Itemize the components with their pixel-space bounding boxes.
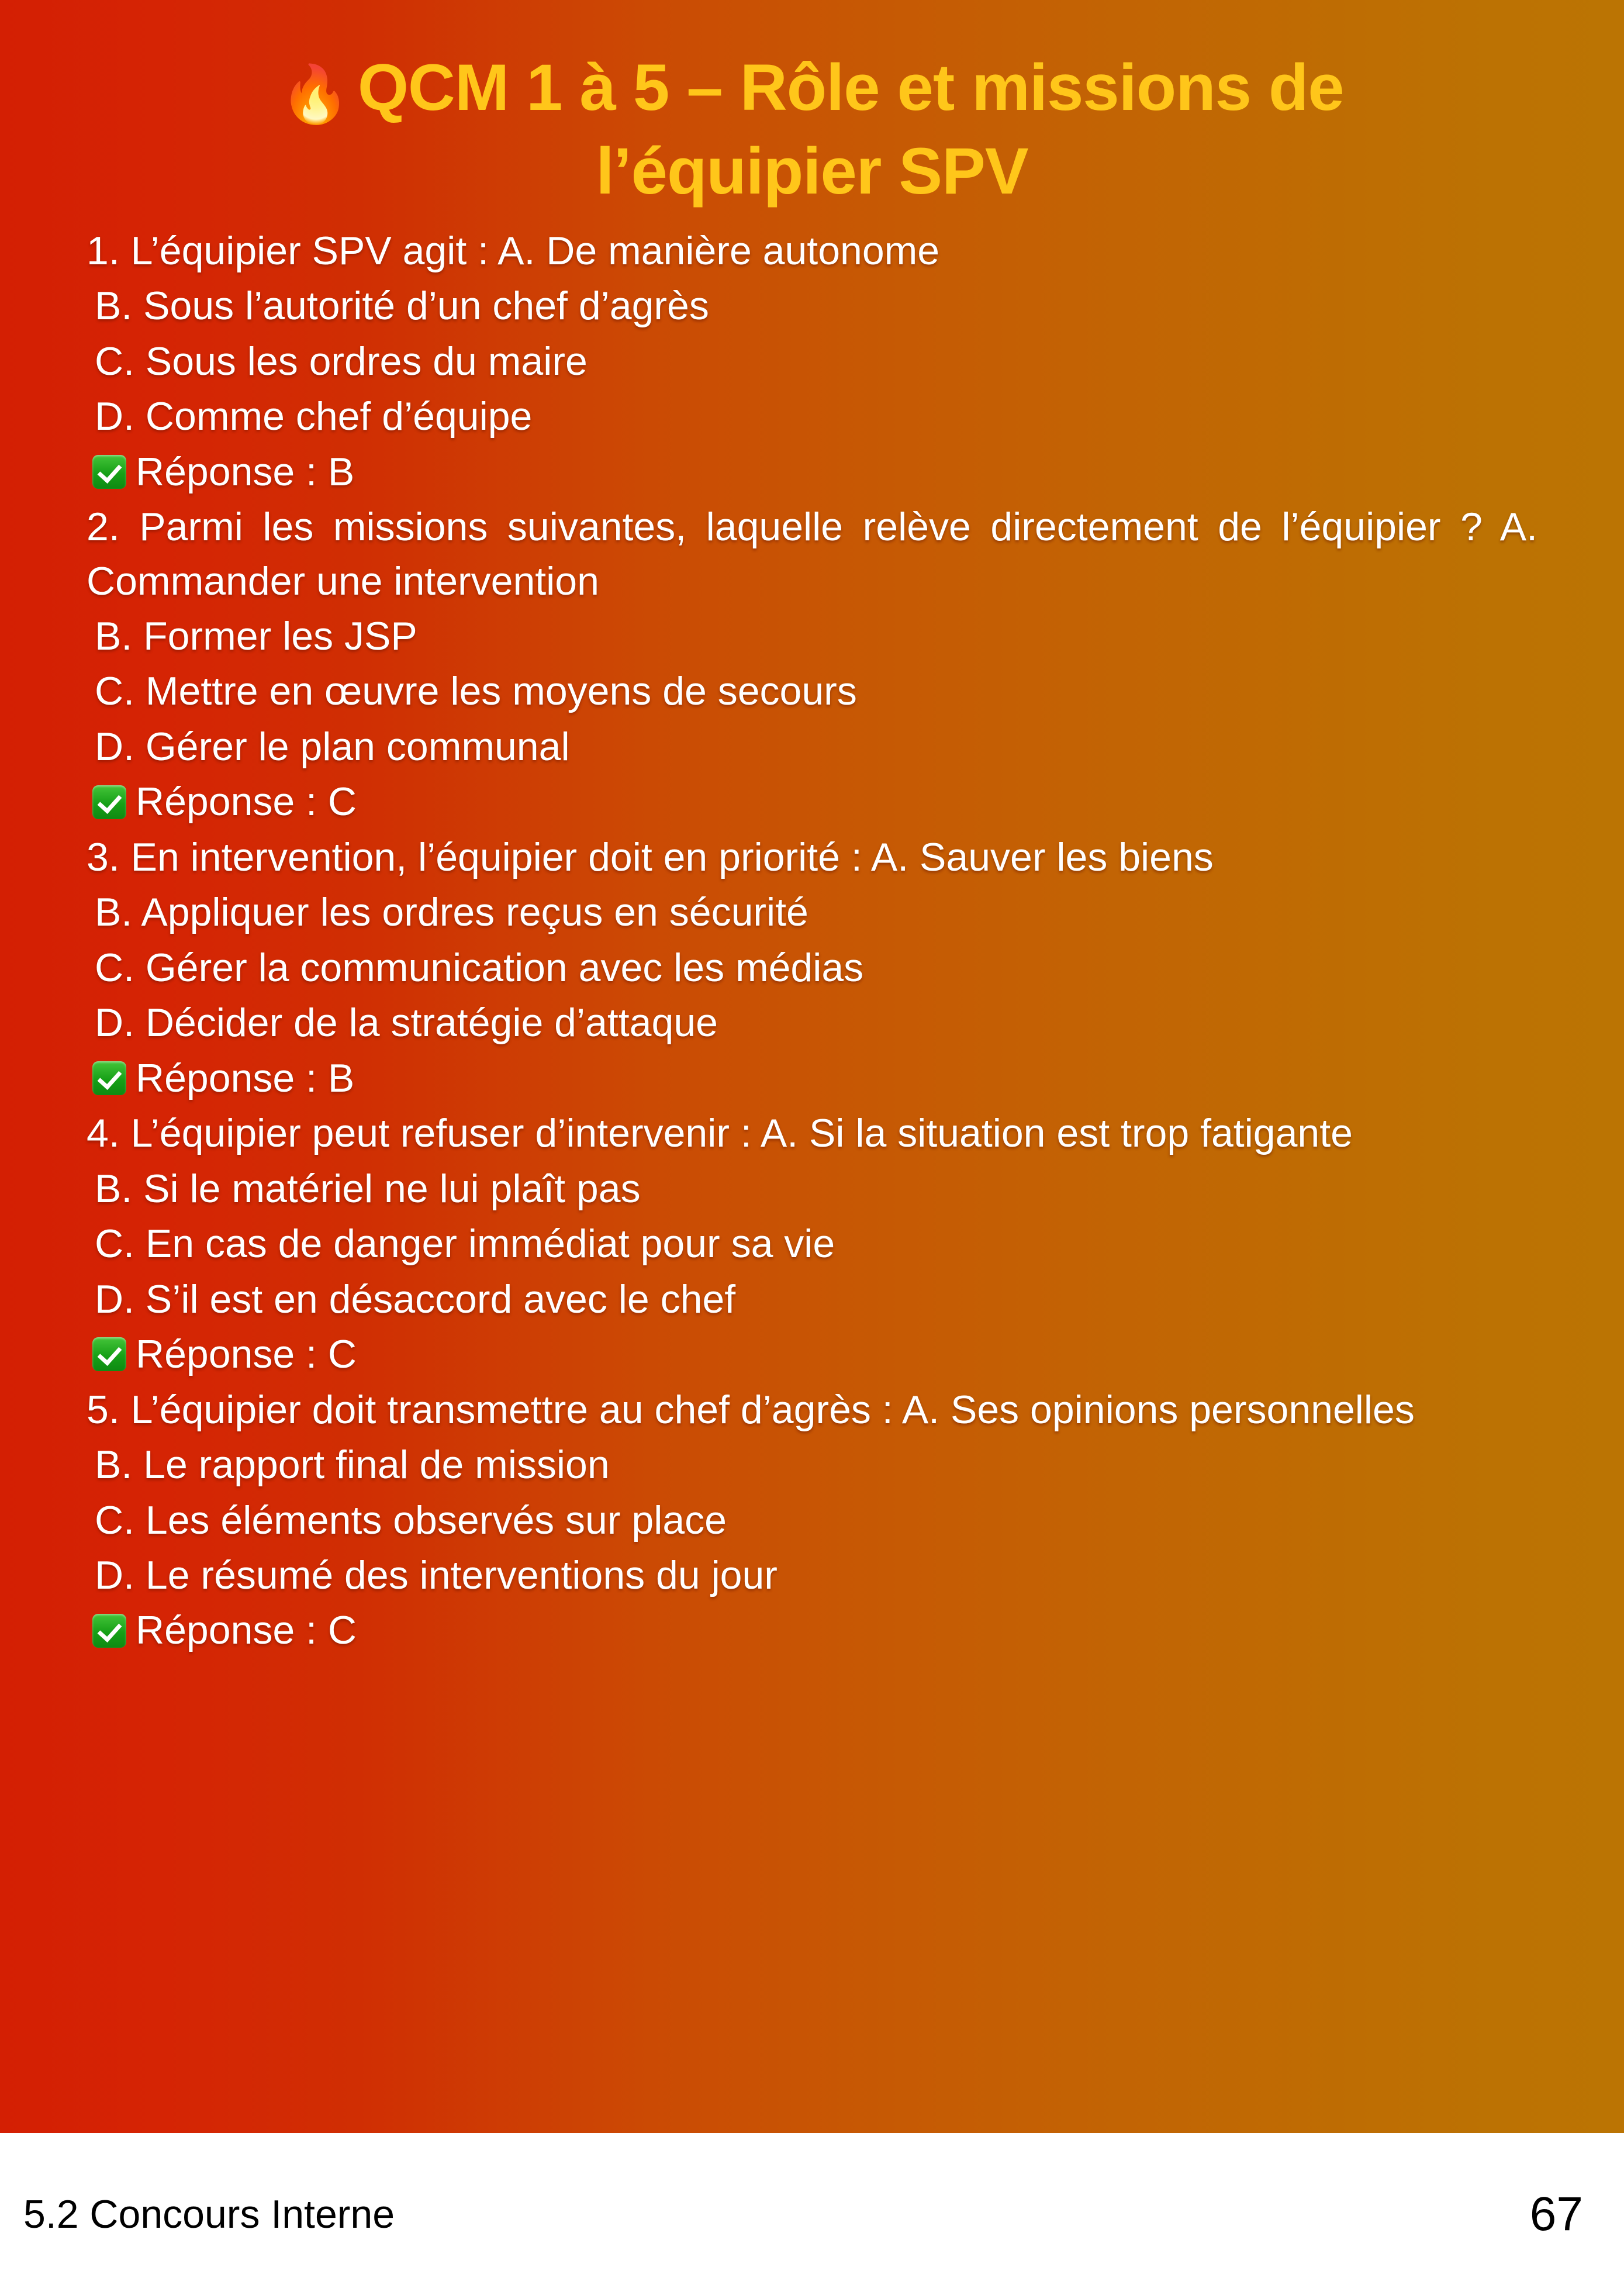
question-block-3 — [87, 830, 1537, 1105]
option-c: C. Mettre en œuvre les moyens de secours — [95, 669, 857, 714]
question-block-4 — [87, 1106, 1537, 1381]
option-d: D. Décider de la stratégie d’attaque — [95, 1000, 718, 1045]
fire-icon: 🔥 — [280, 63, 350, 126]
option-c: C. Sous les ordres du maire — [95, 339, 588, 384]
option-b: B. Former les JSP — [95, 614, 417, 658]
question-block-1 — [87, 224, 1537, 499]
white-check-mark-icon — [92, 1337, 126, 1371]
answer-text: Réponse : C — [136, 779, 357, 824]
answer-line — [87, 1603, 1537, 1657]
answer-line — [87, 1051, 1537, 1105]
answer-text: Réponse : C — [136, 1332, 357, 1377]
question-prompt: 3. En intervention, l’équipier doit en priorité : A. Sauver les biens — [87, 834, 1214, 879]
option-d: D. Comme chef d’équipe — [95, 394, 533, 439]
option-c: C. Les éléments observés sur place — [95, 1497, 727, 1542]
question-prompt: 1. L’équipier SPV agit : A. De manière autonome — [87, 228, 940, 273]
question-prompt: 4. L’équipier peut refuser d’intervenir : A. Si la situation est trop fatigante — [87, 1111, 1353, 1156]
answer-line — [87, 775, 1537, 829]
answer-text: Réponse : C — [136, 1608, 357, 1653]
answer-line — [87, 1327, 1537, 1381]
page-number: 67 — [1529, 2187, 1583, 2241]
answer-text: Réponse : B — [136, 1055, 355, 1100]
title-line-2: l’équipier SPV — [596, 134, 1028, 208]
white-check-mark-icon — [92, 1061, 126, 1095]
option-b: B. Appliquer les ordres reçus en sécurité — [95, 890, 808, 935]
option-b: B. Sous l’autorité d’un chef d’agrès — [95, 284, 709, 329]
option-c: C. En cas de danger immédiat pour sa vie — [95, 1221, 835, 1266]
question-prompt: 2. Parmi les missions suivantes, laquelle relève directement de l’équipier ? A. Commander une intervention — [87, 505, 1537, 603]
slide-title — [0, 0, 1624, 213]
question-prompt: 5. L’équipier doit transmettre au chef d’agrès : A. Ses opinions personnelles — [87, 1387, 1415, 1432]
option-b: B. Si le matériel ne lui plaît pas — [95, 1166, 641, 1211]
option-d: D. Gérer le plan communal — [95, 724, 570, 769]
question-block-5 — [87, 1383, 1537, 1658]
white-check-mark-icon — [92, 1614, 126, 1648]
title-line-1-text: QCM 1 à 5 – Rôle et missions de — [357, 51, 1344, 124]
footer-section-label: 5.2 Concours Interne — [23, 2192, 395, 2237]
option-d: D. S’il est en désaccord avec le chef — [95, 1276, 736, 1321]
question-block-2 — [87, 500, 1537, 829]
page-footer — [0, 2133, 1624, 2295]
option-b: B. Le rapport final de mission — [95, 1442, 610, 1488]
answer-line — [87, 445, 1537, 499]
white-check-mark-icon — [92, 785, 126, 819]
qcm-question-list — [0, 213, 1624, 1658]
option-d: D. Le résumé des interventions du jour — [95, 1552, 778, 1597]
option-c: C. Gérer la communication avec les médias — [95, 945, 864, 990]
answer-text: Réponse : B — [136, 449, 355, 494]
title-line-1 — [88, 46, 1536, 129]
white-check-mark-icon — [92, 455, 126, 489]
